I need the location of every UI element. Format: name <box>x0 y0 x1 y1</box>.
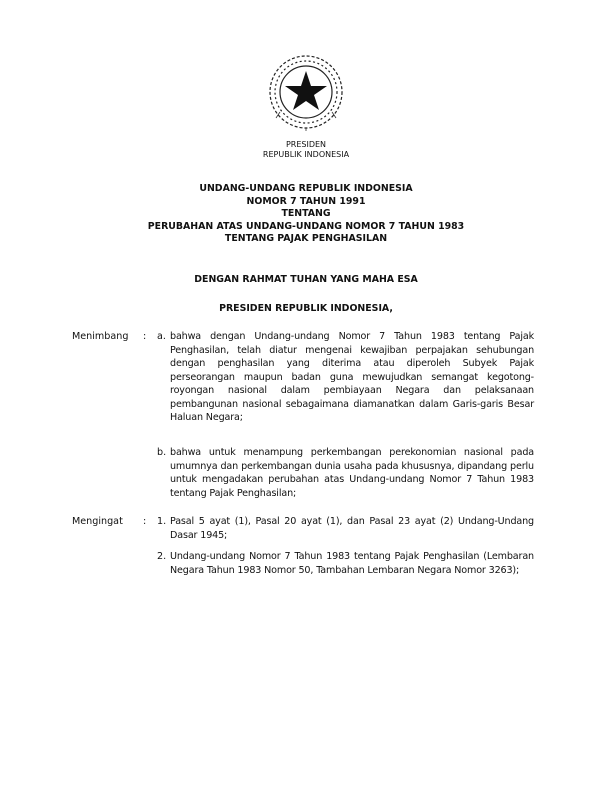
mengingat-colon: : <box>143 516 147 527</box>
mengingat-item-1: Pasal 5 ayat (1), Pasal 20 ayat (1), dan Pasal 23 ayat (2) Undang-Undang Dasar 1945; <box>170 516 534 541</box>
item-marker: a. <box>157 331 166 342</box>
item-marker: b. <box>157 447 167 458</box>
title-line: PERUBAHAN ATAS UNDANG-UNDANG NOMOR 7 TAHUN 1983 <box>147 220 465 232</box>
president-heading: PRESIDEN REPUBLIK INDONESIA, <box>219 303 393 314</box>
mengingat-label: Mengingat <box>72 516 123 527</box>
item-marker: 1. <box>157 516 167 527</box>
menimbang-colon: : <box>143 331 147 342</box>
title-line: TENTANG <box>281 208 331 219</box>
law-title <box>0 183 612 246</box>
header <box>0 140 612 160</box>
mengingat-item-2: Undang-undang Nomor 7 Tahun 1983 tentang Pajak Penghasilan (Lembaran Negara Tahun 1983 Nomor 50, Tambahan Lembaran Negara Nomor 3263); <box>170 551 534 576</box>
blessing: DENGAN RAHMAT TUHAN YANG MAHA ESA <box>194 274 418 285</box>
title-line: UNDANG-UNDANG REPUBLIK INDONESIA <box>199 183 413 194</box>
state-emblem <box>266 52 346 132</box>
menimbang-label: Menimbang <box>72 331 129 342</box>
title-line: TENTANG PAJAK PENGHASILAN <box>224 233 388 244</box>
item-marker: 2. <box>157 551 167 562</box>
title-line: NOMOR 7 TAHUN 1991 <box>246 195 366 207</box>
header-line2: REPUBLIK INDONESIA <box>262 150 350 159</box>
menimbang-item-b: bahwa untuk menampung perkembangan perekonomian nasional pada umumnya dan perkembangan dunia usaha pada khususnya, dipandang perlu untuk mengadakan perubahan atas Undang-undang Nomor 7 Tahun 1983 tentang Pajak Penghasilan; <box>170 447 534 499</box>
header-line1: PRESIDEN <box>285 140 327 149</box>
menimbang-item-a: bahwa dengan Undang-undang Nomor 7 Tahun 1983 tentang Pajak Penghasilan, telah diatur mengenai kewajiban perpajakan sehubungan dengan penghasilan yang diterima atau diperoleh Subyek Pajak perseorangan maupun badan guna mewujudkan semangat kegotong-royongan nasional dalam pembiayaan Negara dan pelaksanaan pembangunan nasional sebagaimana diamanatkan dalam Garis-garis Besar Haluan Negara; <box>170 331 534 423</box>
